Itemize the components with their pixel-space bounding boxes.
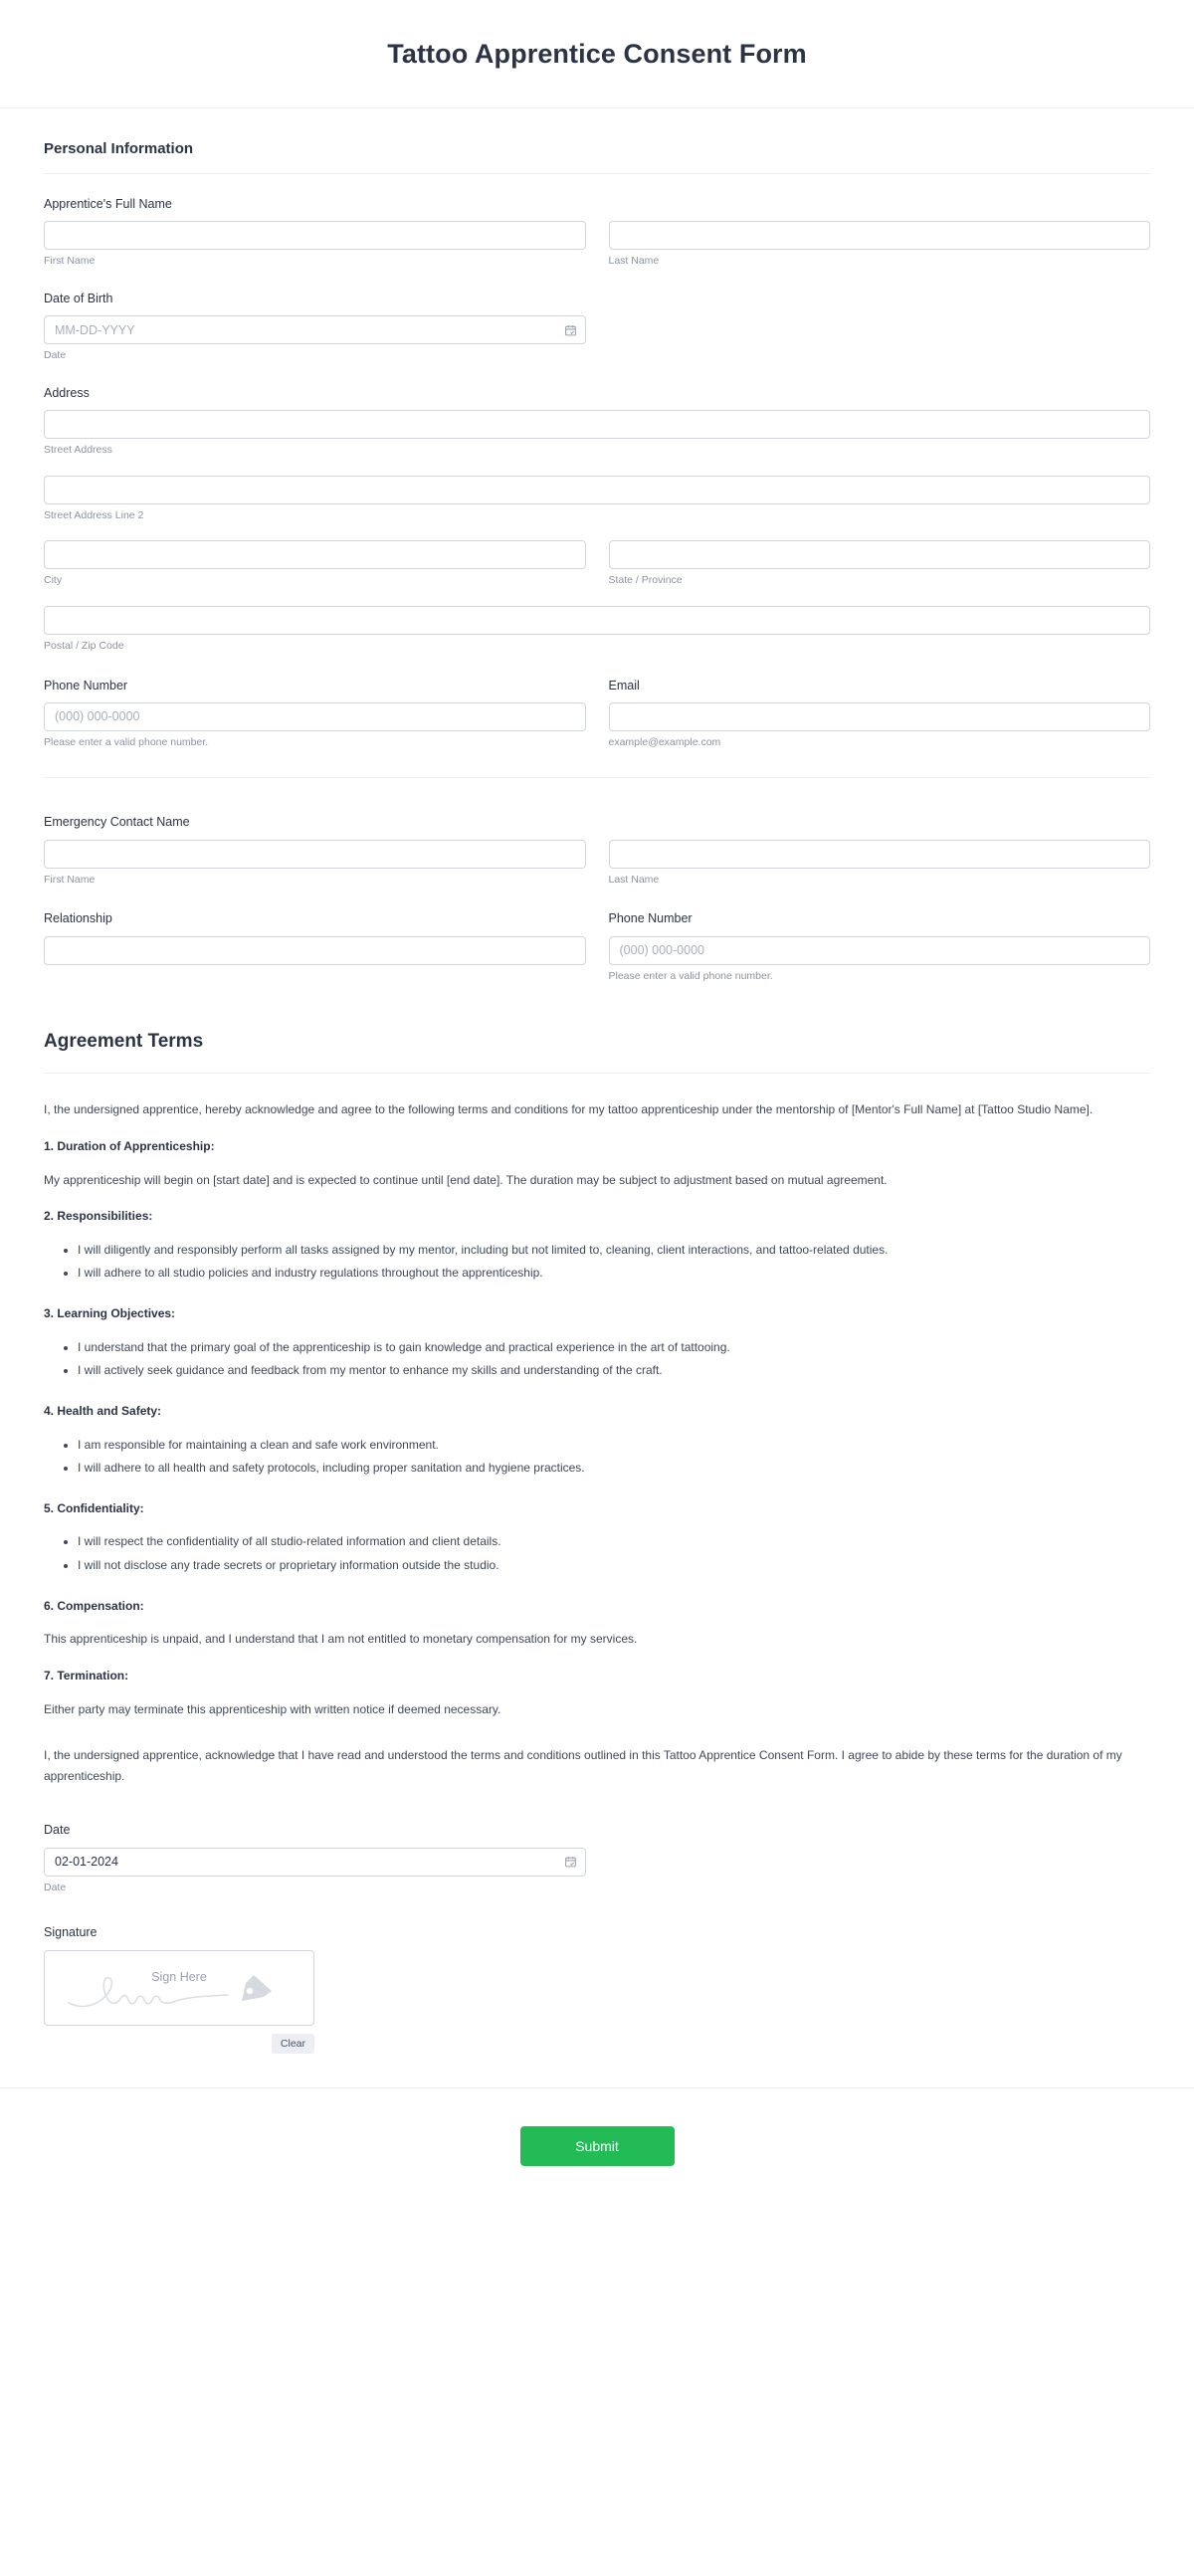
- agreement-clause-heading: 3. Learning Objectives:: [44, 1306, 176, 1321]
- last-name-input[interactable]: [609, 221, 1151, 250]
- phone-number-input[interactable]: [44, 702, 586, 731]
- city-col: [44, 540, 586, 588]
- sublabel-emergency-last-name: Last Name: [608, 873, 660, 886]
- signoff-date-col: [44, 1848, 586, 1895]
- city-input[interactable]: [44, 540, 586, 569]
- sublabel-state-province: State / Province: [608, 574, 683, 587]
- signoff-date-row: [44, 1848, 1150, 1895]
- agreement-bullet-item: • I will adhere to all studio policies and industry regulations throughout the apprenticeship.: [78, 1263, 1150, 1284]
- field-email: [609, 678, 1151, 750]
- emergency-name-row: [44, 840, 1150, 888]
- agreement-bullet-item: • I understand that the primary goal of the apprenticeship is to gain knowledge and practical experience in the art of tattooing.: [78, 1337, 1150, 1358]
- relationship-input[interactable]: [44, 936, 586, 965]
- agreement-bullet-item: • I will adhere to all health and safety protocols, including proper sanitation and hygiene practices.: [78, 1458, 1150, 1479]
- agreement-intro: I, the undersigned apprentice, hereby acknowledge and agree to the following terms and conditions for my tattoo apprenticeship under the mentorship of [Mentor's Full Name] at [Tattoo Studio Name].: [44, 1102, 1094, 1117]
- field-date-of-birth: [44, 291, 1150, 363]
- agreement-terms-section-head: [44, 991, 1150, 1074]
- street-address-2-col: [44, 476, 1150, 523]
- agreement-clause-bullets: [44, 1337, 1150, 1381]
- sublabel-emergency-phone: Please enter a valid phone number.: [608, 969, 773, 982]
- sublabel-phone-number: Please enter a valid phone number.: [44, 735, 209, 748]
- field-signoff-date: [44, 1822, 1150, 1894]
- sublabel-street-address-2: Street Address Line 2: [44, 508, 144, 521]
- field-phone-number: [44, 678, 586, 750]
- agreement-clause-bullets: [44, 1240, 1150, 1284]
- agreement-clause-paragraph: This apprenticeship is unpaid, and I understand that I am not entitled to monetary compensation for my services.: [44, 1632, 638, 1647]
- agreement-terms-body: [44, 1074, 1150, 1786]
- field-apprentice-full-name: [44, 196, 1150, 269]
- state-province-input[interactable]: [609, 540, 1151, 569]
- personal-information-section-head: [44, 108, 1150, 174]
- label-emergency-phone-number: Phone Number: [608, 911, 693, 926]
- emergency-last-name-input[interactable]: [609, 840, 1151, 869]
- email-input[interactable]: [609, 702, 1151, 731]
- sublabel-date-of-birth: Date: [44, 349, 67, 362]
- label-emergency-contact-name: Emergency Contact Name: [44, 815, 190, 830]
- emergency-first-name-col: [44, 840, 586, 888]
- form-body: [0, 108, 1194, 2054]
- street-address-2-input[interactable]: [44, 476, 1150, 504]
- clear-signature-button[interactable]: Clear: [272, 2034, 314, 2054]
- dob-input-wrap: [44, 315, 586, 344]
- zip-col: [44, 606, 1150, 654]
- agreement-bullet-item: • I will actively seek guidance and feedback from my mentor to enhance my skills and understanding of the craft.: [78, 1360, 1150, 1381]
- signoff-date-input[interactable]: [44, 1848, 586, 1877]
- signature-hint: Sign Here: [151, 1969, 207, 1984]
- form-footer: [0, 2087, 1194, 2210]
- phone-email-row: [44, 678, 1150, 750]
- sublabel-last-name: Last Name: [608, 255, 660, 268]
- agreement-clause-bullets: [44, 1435, 1150, 1479]
- pen-nib-icon: [242, 1975, 272, 2001]
- label-phone-number: Phone Number: [44, 678, 128, 693]
- section-title-agreement-terms: Agreement Terms: [44, 1031, 204, 1053]
- agreement-bullet-item: • I will diligently and responsibly perform all tasks assigned by my mentor, including but not limited to, cleaning, client interactions, and tattoo-related duties.: [78, 1240, 1150, 1261]
- signature-placeholder-art: [59, 1969, 301, 2017]
- emergency-contact-divider: [44, 777, 1150, 778]
- field-relationship: [44, 910, 586, 983]
- emergency-first-name-input[interactable]: [44, 840, 586, 869]
- name-row: [44, 221, 1150, 269]
- last-name-col: [609, 221, 1151, 269]
- agreement-clause-heading: 5. Confidentiality:: [44, 1500, 144, 1515]
- agreement-bullet-item: • I will not disclose any trade secrets or proprietary information outside the studio.: [78, 1555, 1150, 1576]
- city-state-row: [44, 540, 1150, 588]
- page-title: Tattoo Apprentice Consent Form: [387, 38, 807, 69]
- agreement-clause-heading: 2. Responsibilities:: [44, 1209, 153, 1224]
- label-address: Address: [44, 385, 90, 400]
- sublabel-street-address: Street Address: [44, 444, 112, 457]
- relationship-phone-row: [44, 910, 1150, 983]
- sublabel-city: City: [44, 574, 63, 587]
- submit-button[interactable]: Submit: [520, 2126, 675, 2166]
- first-name-input[interactable]: [44, 221, 586, 250]
- field-emergency-phone: [609, 910, 1151, 983]
- label-email: Email: [608, 678, 640, 693]
- signoff-date-spacer: [609, 1848, 1151, 1895]
- dob-row: [44, 315, 1150, 363]
- section-title-personal-information: Personal Information: [44, 140, 194, 157]
- agreement-clause-paragraph: Either party may terminate this apprenticeship with written notice if deemed necessary.: [44, 1701, 501, 1716]
- street-address-col: [44, 410, 1150, 458]
- sublabel-signoff-date: Date: [44, 1881, 67, 1893]
- agreement-clause-heading: 7. Termination:: [44, 1668, 129, 1683]
- emergency-phone-input[interactable]: [609, 936, 1151, 965]
- label-apprentice-full-name: Apprentice's Full Name: [44, 197, 172, 211]
- field-emergency-contact-name: [44, 814, 1150, 887]
- agreement-clause-heading: 4. Health and Safety:: [44, 1403, 162, 1418]
- label-date-of-birth: Date of Birth: [44, 291, 113, 305]
- agreement-clause-heading: 6. Compensation:: [44, 1598, 144, 1613]
- agreement-bullet-item: • I am responsible for maintaining a clean and safe work environment.: [78, 1435, 1150, 1456]
- form-header: [0, 0, 1194, 108]
- dob-col: [44, 315, 586, 363]
- label-relationship: Relationship: [44, 911, 112, 926]
- agreement-bullet-item: • I will respect the confidentiality of all studio-related information and client details.: [78, 1531, 1150, 1552]
- label-signoff-date: Date: [44, 1823, 71, 1838]
- emergency-last-name-col: [609, 840, 1151, 888]
- label-signature: Signature: [44, 1925, 98, 1940]
- state-col: [609, 540, 1151, 588]
- sublabel-first-name: First Name: [44, 255, 96, 268]
- street-address-input[interactable]: [44, 410, 1150, 439]
- dob-spacer: [609, 315, 1151, 363]
- agreement-closing: I, the undersigned apprentice, acknowledge that I have read and understood the terms and conditions outlined in this Tattoo Apprentice Consent Form. I agree to abide by these terms for the duration of my apprenticeship.: [44, 1748, 1122, 1783]
- emergency-contact-fields: [44, 784, 1150, 983]
- signature-pad[interactable]: [44, 1950, 314, 2026]
- field-address: [44, 385, 1150, 654]
- sublabel-postal-zip: Postal / Zip Code: [44, 639, 124, 652]
- signature-footer: [44, 2034, 314, 2054]
- personal-information-fields: [44, 174, 1150, 749]
- sublabel-emergency-first-name: First Name: [44, 873, 96, 886]
- agreement-clause-heading: 1. Duration of Apprenticeship:: [44, 1138, 215, 1153]
- first-name-col: [44, 221, 586, 269]
- agreement-clause-paragraph: My apprenticeship will begin on [start date] and is expected to continue until [end date]. The duration may be subject to adjustment based on mutual agreement.: [44, 1172, 888, 1187]
- agreement-clause-bullets: [44, 1531, 1150, 1575]
- field-signature: [44, 1924, 1150, 2053]
- signoff-date-input-wrap: [44, 1848, 586, 1877]
- sublabel-email: example@example.com: [608, 735, 721, 748]
- agreement-clause-list: [44, 1136, 1150, 1719]
- postal-zip-input[interactable]: [44, 606, 1150, 635]
- date-of-birth-input[interactable]: [44, 315, 586, 344]
